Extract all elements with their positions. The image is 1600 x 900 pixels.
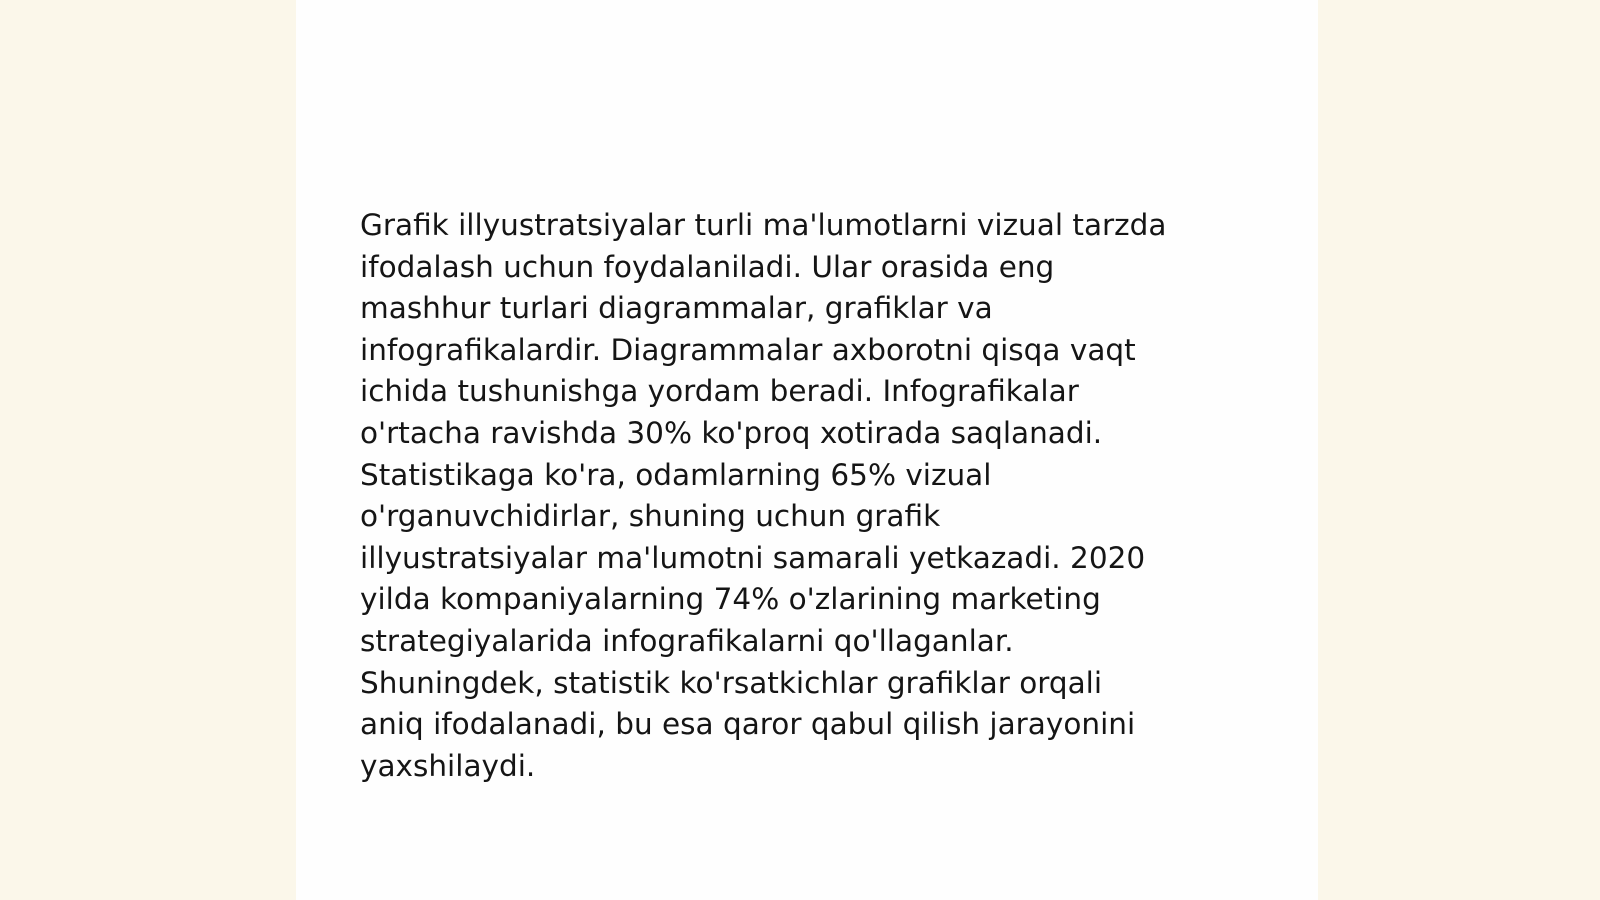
paragraph-line: illyustratsiyalar ma'lumotni samarali yetkazadi. 2020: [360, 540, 1146, 575]
paragraph-line: o'rtacha ravishda 30% ko'proq xotirada saqlanadi.: [360, 415, 1103, 450]
paragraph-line: Statistikaga ko'ra, odamlarning 65% vizual: [360, 457, 992, 492]
paragraph-line: strategiyalarida infografikalarni qo'llaganlar.: [360, 623, 1014, 658]
paragraph-line: yaxshilaydi.: [360, 748, 536, 783]
body-paragraph: [360, 205, 1260, 787]
paragraph-line: o'rganuvchidirlar, shuning uchun grafik: [360, 499, 941, 534]
paragraph-line: infografikalardir. Diagrammalar axborotni qisqa vaqt: [360, 332, 1136, 367]
paragraph-line: Grafik illyustratsiyalar turli ma'lumotlarni vizual tarzda: [360, 208, 1167, 242]
paragraph-line: ichida tushunishga yordam beradi. Infografikalar: [360, 374, 1079, 409]
document-page: [296, 0, 1318, 900]
paragraph-line: mashhur turlari diagrammalar, grafiklar va: [360, 291, 993, 326]
paragraph-line: yilda kompaniyalarning 74% o'zlarining marketing: [360, 582, 1101, 617]
paragraph-line: ifodalash uchun foydalaniladi. Ular orasida eng: [360, 249, 1055, 284]
paragraph-line: Shuningdek, statistik ko'rsatkichlar grafiklar orqali: [360, 665, 1103, 700]
paragraph-line: aniq ifodalanadi, bu esa qaror qabul qilish jarayonini: [360, 707, 1136, 742]
